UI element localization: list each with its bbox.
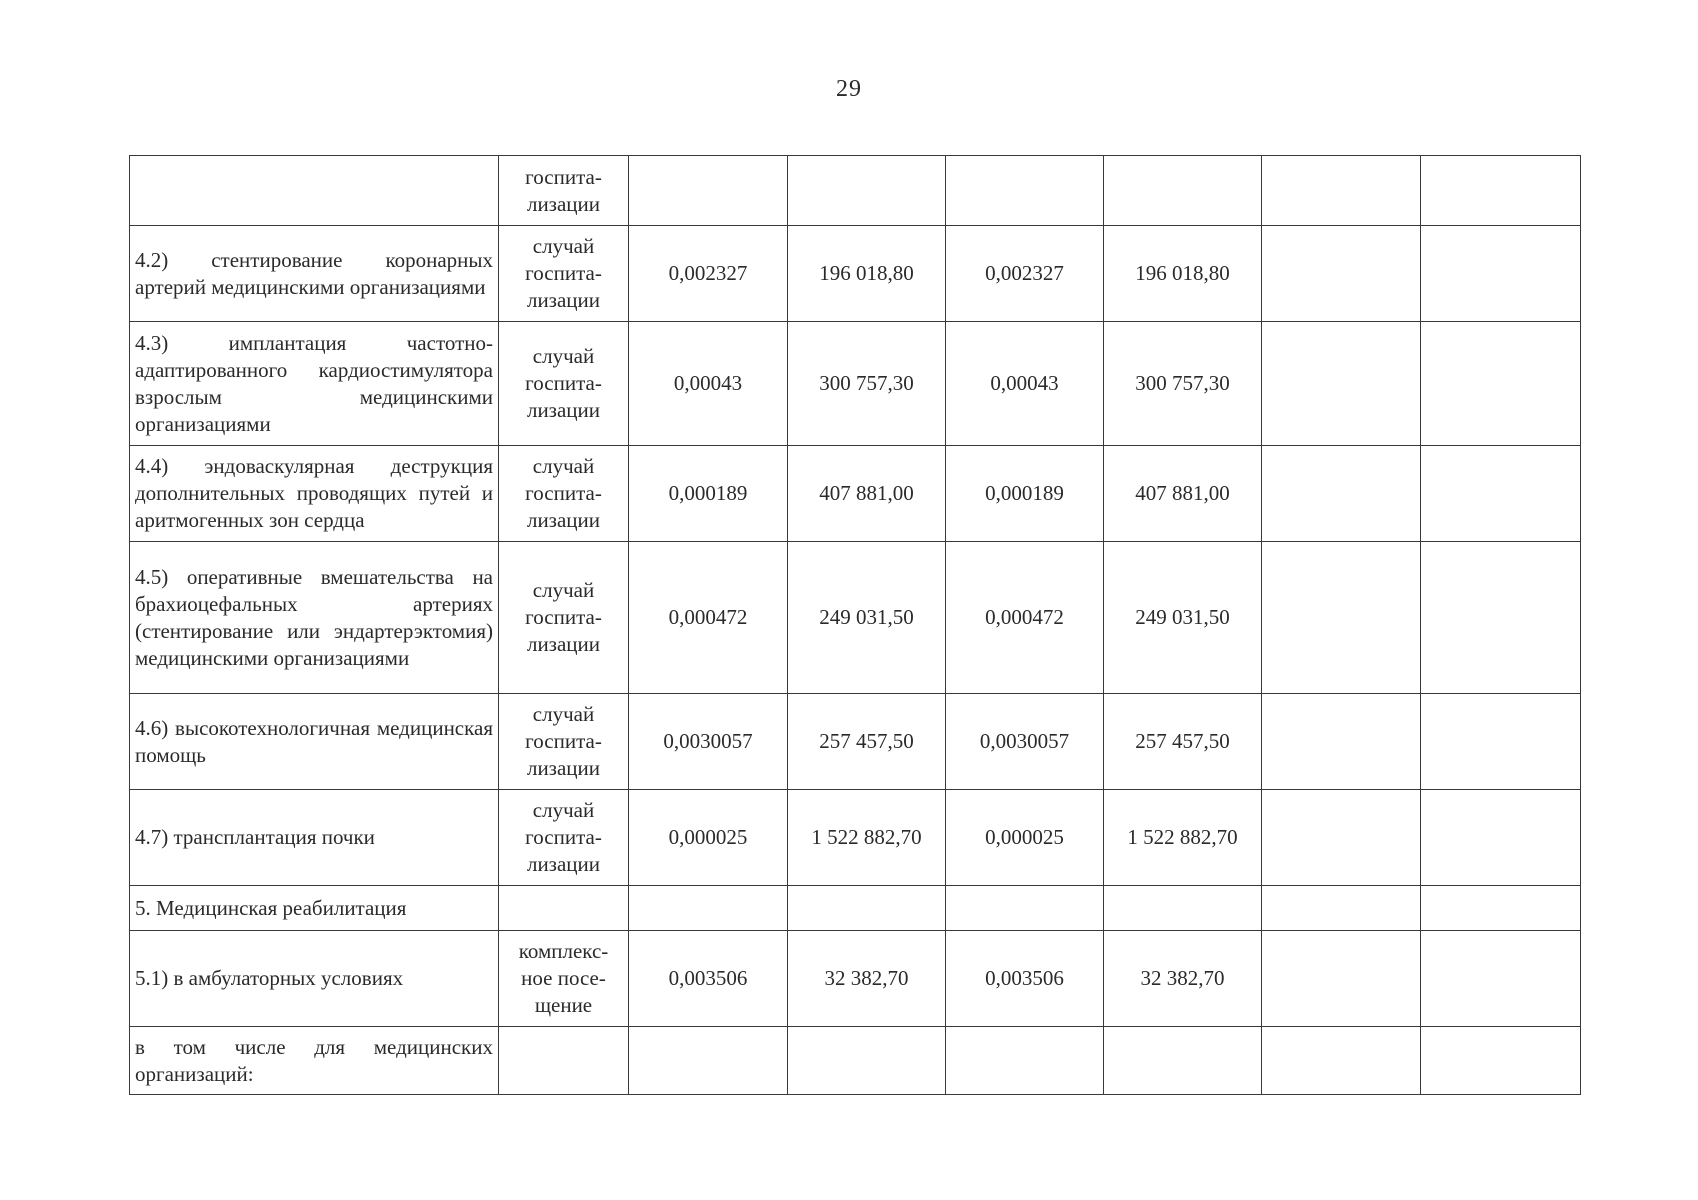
row-value-1 — [629, 886, 788, 931]
row-value-4 — [1104, 1027, 1262, 1095]
row-value-3: 0,000189 — [946, 446, 1104, 542]
row-value-5 — [1262, 322, 1421, 446]
table-row — [130, 226, 1581, 322]
row-value-2: 196 018,80 — [788, 226, 946, 322]
row-value-6 — [1421, 446, 1581, 542]
row-value-5 — [1262, 156, 1421, 226]
table-row — [130, 156, 1581, 226]
table-row — [130, 1027, 1581, 1095]
table-row — [130, 542, 1581, 694]
row-value-3: 0,00043 — [946, 322, 1104, 446]
row-value-3 — [946, 886, 1104, 931]
row-value-2: 1 522 882,70 — [788, 790, 946, 886]
row-name: 4.5) оперативные вмешательства на брахиоцефальных артериях (стентирование или эндартерэктомия) медицинскими организациями — [130, 542, 499, 694]
row-value-4: 196 018,80 — [1104, 226, 1262, 322]
row-value-3 — [946, 156, 1104, 226]
row-value-1: 0,003506 — [629, 931, 788, 1027]
row-value-5 — [1262, 226, 1421, 322]
row-value-1 — [629, 156, 788, 226]
row-value-3: 0,002327 — [946, 226, 1104, 322]
row-value-1: 0,000189 — [629, 446, 788, 542]
row-value-2 — [788, 156, 946, 226]
row-unit: случай госпита- лизации — [499, 322, 629, 446]
row-value-4: 32 382,70 — [1104, 931, 1262, 1027]
row-value-4: 257 457,50 — [1104, 694, 1262, 790]
row-value-1: 0,002327 — [629, 226, 788, 322]
row-name: 4.7) трансплантация почки — [130, 790, 499, 886]
row-value-4: 1 522 882,70 — [1104, 790, 1262, 886]
row-value-5 — [1262, 694, 1421, 790]
row-value-3: 0,0030057 — [946, 694, 1104, 790]
row-value-4: 249 031,50 — [1104, 542, 1262, 694]
row-value-1: 0,000472 — [629, 542, 788, 694]
row-value-3: 0,000025 — [946, 790, 1104, 886]
row-unit — [499, 1027, 629, 1095]
row-value-2: 249 031,50 — [788, 542, 946, 694]
row-unit: случай госпита- лизации — [499, 542, 629, 694]
row-unit: случай госпита- лизации — [499, 694, 629, 790]
row-unit: госпита- лизации — [499, 156, 629, 226]
row-value-6 — [1421, 931, 1581, 1027]
row-value-6 — [1421, 156, 1581, 226]
row-value-6 — [1421, 542, 1581, 694]
row-value-4: 407 881,00 — [1104, 446, 1262, 542]
table-row — [130, 790, 1581, 886]
row-value-1: 0,000025 — [629, 790, 788, 886]
row-value-2: 32 382,70 — [788, 931, 946, 1027]
row-name: 4.2) стентирование коронарных артерий медицинскими организациями — [130, 226, 499, 322]
row-name — [130, 156, 499, 226]
row-value-2: 257 457,50 — [788, 694, 946, 790]
row-value-5 — [1262, 931, 1421, 1027]
row-value-3 — [946, 1027, 1104, 1095]
row-value-2 — [788, 1027, 946, 1095]
row-unit: случай госпита- лизации — [499, 446, 629, 542]
page-number: 29 — [836, 76, 862, 102]
row-value-6 — [1421, 886, 1581, 931]
row-value-2: 407 881,00 — [788, 446, 946, 542]
row-value-6 — [1421, 790, 1581, 886]
row-value-4 — [1104, 886, 1262, 931]
row-unit: случай госпита- лизации — [499, 790, 629, 886]
row-value-1: 0,0030057 — [629, 694, 788, 790]
table-row — [130, 322, 1581, 446]
row-value-2: 300 757,30 — [788, 322, 946, 446]
table-row — [130, 886, 1581, 931]
row-value-6 — [1421, 226, 1581, 322]
row-name: 4.4) эндоваскулярная деструкция дополнительных проводящих путей и аритмогенных зон сердца — [130, 446, 499, 542]
row-unit: случай госпита- лизации — [499, 226, 629, 322]
row-value-5 — [1262, 1027, 1421, 1095]
row-unit: комплекс- ное посе- щение — [499, 931, 629, 1027]
row-value-5 — [1262, 542, 1421, 694]
row-value-4: 300 757,30 — [1104, 322, 1262, 446]
table-row — [130, 931, 1581, 1027]
row-value-5 — [1262, 446, 1421, 542]
row-value-1: 0,00043 — [629, 322, 788, 446]
table-row — [130, 446, 1581, 542]
row-unit — [499, 886, 629, 931]
row-value-3: 0,003506 — [946, 931, 1104, 1027]
row-name: в том числе для медицинских организаций: — [130, 1027, 499, 1095]
row-value-4 — [1104, 156, 1262, 226]
row-name: 5. Медицинская реабилитация — [130, 886, 499, 931]
row-name: 4.3) имплантация частотно-адаптированного кардиостимулятора взрослым медицинскими организациями — [130, 322, 499, 446]
row-value-3: 0,000472 — [946, 542, 1104, 694]
row-name: 4.6) высокотехнологичная медицинская помощь — [130, 694, 499, 790]
row-name: 5.1) в амбулаторных условиях — [130, 931, 499, 1027]
table-row — [130, 694, 1581, 790]
row-value-6 — [1421, 322, 1581, 446]
row-value-5 — [1262, 790, 1421, 886]
row-value-2 — [788, 886, 946, 931]
row-value-6 — [1421, 694, 1581, 790]
norms-table — [129, 155, 1581, 1095]
row-value-5 — [1262, 886, 1421, 931]
row-value-6 — [1421, 1027, 1581, 1095]
row-value-1 — [629, 1027, 788, 1095]
